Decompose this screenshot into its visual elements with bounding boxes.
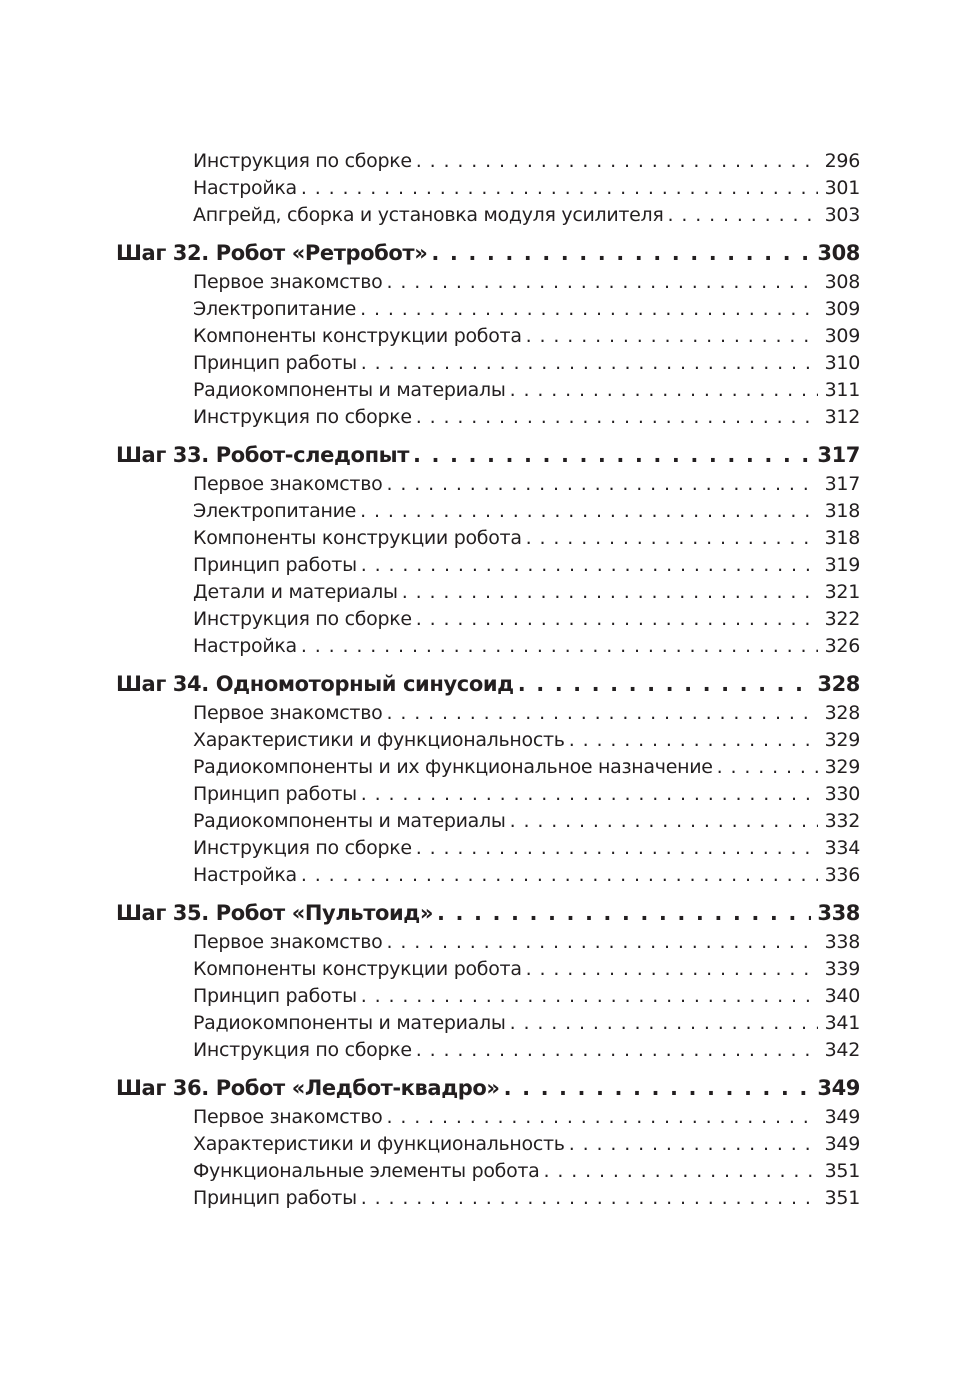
toc-entry-page-number: 303 [824, 204, 860, 226]
toc-entry-page-number: 349 [824, 1106, 860, 1128]
dot-leader [361, 983, 818, 1010]
toc-entry-title: Инструкция по сборке [193, 406, 412, 428]
toc-entry-title: Радиокомпоненты и их функциональное назначение [193, 756, 713, 778]
toc-entry [116, 350, 860, 377]
toc-entry-page-number: 334 [824, 837, 860, 859]
toc-chapter [116, 668, 860, 700]
toc-entry-title: Первое знакомство [193, 1106, 383, 1128]
toc-chapter-page-number: 317 [817, 443, 860, 467]
dot-leader [301, 175, 818, 202]
toc-chapter-title: Шаг 32. Робот «Ретробот» [116, 241, 428, 265]
toc-entry-page-number: 321 [824, 581, 860, 603]
toc-entry-title: Детали и материалы [193, 581, 398, 603]
toc-entry-page-number: 330 [824, 783, 860, 805]
dot-leader [386, 471, 818, 498]
toc-entry-title: Электропитание [193, 500, 357, 522]
toc-entry-page-number: 309 [824, 325, 860, 347]
toc-entry-title: Настройка [193, 177, 297, 199]
toc-entry-page-number: 340 [824, 985, 860, 1007]
toc-entry-title: Принцип работы [193, 554, 357, 576]
toc-entry-page-number: 329 [824, 756, 860, 778]
toc-entry [116, 700, 860, 727]
dot-leader [386, 269, 818, 296]
toc-entry [116, 552, 860, 579]
toc-entry [116, 579, 860, 606]
toc-entry-title: Принцип работы [193, 985, 357, 1007]
table-of-contents [116, 148, 860, 1212]
dot-leader [717, 754, 818, 781]
dot-leader [510, 808, 818, 835]
toc-entry-page-number: 318 [824, 527, 860, 549]
dot-leader [361, 552, 818, 579]
toc-chapter [116, 237, 860, 269]
toc-entry-title: Инструкция по сборке [193, 150, 412, 172]
toc-entry-title: Функциональные элементы робота [193, 1160, 540, 1182]
dot-leader [361, 350, 818, 377]
toc-entry-page-number: 351 [824, 1187, 860, 1209]
toc-chapter [116, 439, 860, 471]
dot-leader [526, 525, 818, 552]
toc-entry-page-number: 311 [824, 379, 860, 401]
toc-entry [116, 471, 860, 498]
toc-entry-title: Инструкция по сборке [193, 608, 412, 630]
toc-entry [116, 808, 860, 835]
toc-entry-page-number: 336 [824, 864, 860, 886]
toc-entry-page-number: 312 [824, 406, 860, 428]
dot-leader [360, 296, 818, 323]
toc-entry-page-number: 309 [824, 298, 860, 320]
toc-entry-page-number: 296 [824, 150, 860, 172]
toc-entry-page-number: 328 [824, 702, 860, 724]
dot-leader [518, 668, 812, 700]
toc-entry-page-number: 338 [824, 931, 860, 953]
toc-entry-title: Апгрейд, сборка и установка модуля усилителя [193, 204, 664, 226]
toc-entry [116, 1037, 860, 1064]
toc-entry-page-number: 342 [824, 1039, 860, 1061]
dot-leader [431, 237, 811, 269]
toc-entry-page-number: 319 [824, 554, 860, 576]
toc-chapter-title: Шаг 33. Робот-следопыт [116, 443, 410, 467]
dot-leader [413, 439, 811, 471]
dot-leader [510, 377, 818, 404]
toc-entry-title: Компоненты конструкции робота [193, 958, 522, 980]
toc-entry-page-number: 318 [824, 500, 860, 522]
toc-entry-title: Принцип работы [193, 783, 357, 805]
dot-leader [416, 404, 818, 431]
toc-entry [116, 606, 860, 633]
dot-leader [569, 727, 818, 754]
toc-entry-title: Первое знакомство [193, 473, 383, 495]
toc-entry-title: Первое знакомство [193, 702, 383, 724]
toc-entry-title: Электропитание [193, 298, 357, 320]
toc-entry-title: Характеристики и функциональность [193, 1133, 565, 1155]
dot-leader [510, 1010, 818, 1037]
toc-entry [116, 377, 860, 404]
toc-chapter [116, 897, 860, 929]
toc-entry [116, 929, 860, 956]
dot-leader [361, 1185, 818, 1212]
toc-entry-page-number: 317 [824, 473, 860, 495]
toc-entry-title: Настройка [193, 635, 297, 657]
toc-entry [116, 175, 860, 202]
dot-leader [544, 1158, 818, 1185]
dot-leader [386, 929, 818, 956]
toc-entry-page-number: 310 [824, 352, 860, 374]
toc-entry [116, 754, 860, 781]
toc-entry-page-number: 332 [824, 810, 860, 832]
toc-entry-page-number: 339 [824, 958, 860, 980]
toc-entry-title: Характеристики и функциональность [193, 729, 565, 751]
dot-leader [526, 323, 818, 350]
toc-entry [116, 835, 860, 862]
toc-entry [116, 1131, 860, 1158]
toc-entry [116, 727, 860, 754]
dot-leader [386, 700, 818, 727]
toc-entry-title: Радиокомпоненты и материалы [193, 810, 506, 832]
toc-entry-page-number: 329 [824, 729, 860, 751]
toc-chapter-title: Шаг 35. Робот «Пультоид» [116, 901, 434, 925]
dot-leader [416, 606, 818, 633]
toc-entry [116, 296, 860, 323]
toc-entry [116, 1010, 860, 1037]
toc-entry [116, 862, 860, 889]
dot-leader [301, 862, 818, 889]
dot-leader [416, 835, 818, 862]
toc-entry [116, 148, 860, 175]
toc-entry-page-number: 326 [824, 635, 860, 657]
toc-entry-title: Инструкция по сборке [193, 1039, 412, 1061]
toc-entry-page-number: 308 [824, 271, 860, 293]
toc-entry-title: Первое знакомство [193, 271, 383, 293]
toc-entry [116, 404, 860, 431]
dot-leader [360, 498, 818, 525]
dot-leader [569, 1131, 818, 1158]
toc-entry-title: Принцип работы [193, 1187, 357, 1209]
dot-leader [504, 1072, 812, 1104]
dot-leader [386, 1104, 818, 1131]
dot-leader [668, 202, 818, 229]
dot-leader [416, 148, 818, 175]
toc-entry-title: Инструкция по сборке [193, 837, 412, 859]
toc-entry [116, 633, 860, 660]
toc-chapter-title: Шаг 36. Робот «Ледбот-квадро» [116, 1076, 500, 1100]
toc-entry-title: Первое знакомство [193, 931, 383, 953]
toc-entry-title: Компоненты конструкции робота [193, 325, 522, 347]
toc-entry-title: Радиокомпоненты и материалы [193, 379, 506, 401]
toc-entry-title: Настройка [193, 864, 297, 886]
toc-entry-page-number: 351 [824, 1160, 860, 1182]
toc-entry [116, 202, 860, 229]
dot-leader [361, 781, 818, 808]
toc-entry-page-number: 341 [824, 1012, 860, 1034]
toc-entry [116, 781, 860, 808]
toc-chapter-page-number: 338 [817, 901, 860, 925]
toc-entry-page-number: 301 [824, 177, 860, 199]
toc-entry-title: Компоненты конструкции робота [193, 527, 522, 549]
toc-chapter-page-number: 328 [817, 672, 860, 696]
toc-entry [116, 1104, 860, 1131]
toc-entry [116, 525, 860, 552]
toc-entry [116, 323, 860, 350]
toc-entry [116, 269, 860, 296]
toc-entry-page-number: 349 [824, 1133, 860, 1155]
dot-leader [437, 897, 811, 929]
toc-entry-title: Принцип работы [193, 352, 357, 374]
toc-chapter-page-number: 308 [817, 241, 860, 265]
dot-leader [526, 956, 818, 983]
dot-leader [301, 633, 818, 660]
toc-chapter [116, 1072, 860, 1104]
toc-chapter-title: Шаг 34. Одномоторный синусоид [116, 672, 514, 696]
toc-entry-page-number: 322 [824, 608, 860, 630]
toc-entry [116, 1158, 860, 1185]
toc-chapter-page-number: 349 [817, 1076, 860, 1100]
toc-entry [116, 983, 860, 1010]
dot-leader [402, 579, 818, 606]
toc-entry [116, 1185, 860, 1212]
dot-leader [416, 1037, 818, 1064]
toc-entry [116, 498, 860, 525]
toc-entry-title: Радиокомпоненты и материалы [193, 1012, 506, 1034]
toc-entry [116, 956, 860, 983]
